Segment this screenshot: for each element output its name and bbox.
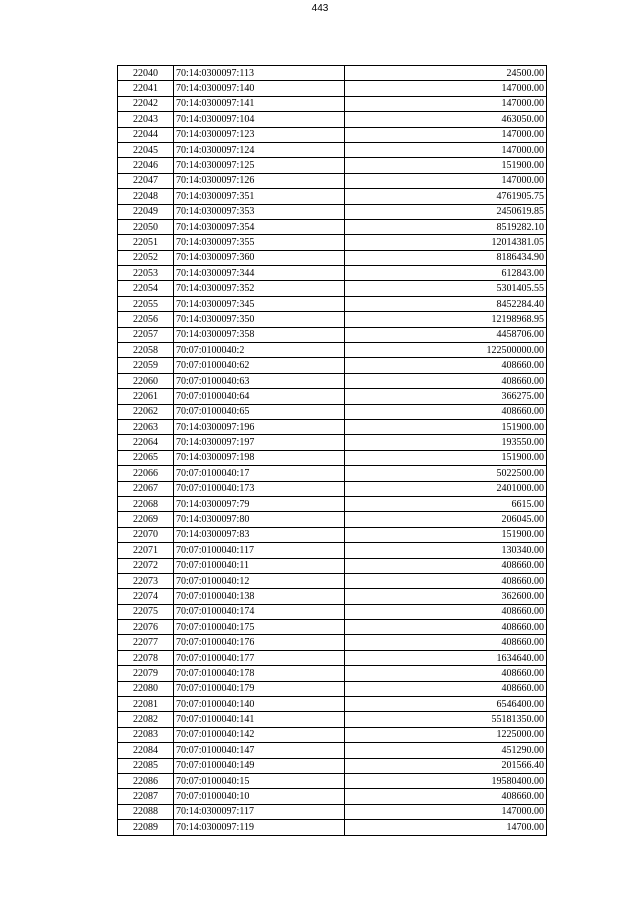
cadastral-number-cell: 70:07:0100040:64 bbox=[174, 389, 345, 404]
row-number-cell: 22080 bbox=[118, 681, 174, 696]
row-number-cell: 22045 bbox=[118, 142, 174, 157]
table-row bbox=[118, 666, 547, 681]
cadastral-number-cell: 70:07:0100040:147 bbox=[174, 743, 345, 758]
value-cell: 206045.00 bbox=[345, 512, 547, 527]
value-cell: 5301405.55 bbox=[345, 281, 547, 296]
cadastral-number-cell: 70:07:0100040:173 bbox=[174, 481, 345, 496]
row-number-cell: 22063 bbox=[118, 419, 174, 434]
row-number-cell: 22086 bbox=[118, 773, 174, 788]
cadastral-number-cell: 70:14:0300097:140 bbox=[174, 81, 345, 96]
value-cell: 8186434.90 bbox=[345, 250, 547, 265]
value-cell: 147000.00 bbox=[345, 173, 547, 188]
row-number-cell: 22043 bbox=[118, 112, 174, 127]
cadastral-number-cell: 70:14:0300097:198 bbox=[174, 450, 345, 465]
value-cell: 1225000.00 bbox=[345, 727, 547, 742]
value-cell: 130340.00 bbox=[345, 543, 547, 558]
cadastral-number-cell: 70:07:0100040:11 bbox=[174, 558, 345, 573]
row-number-cell: 22076 bbox=[118, 620, 174, 635]
table-row bbox=[118, 450, 547, 465]
cadastral-number-cell: 70:14:0300097:196 bbox=[174, 419, 345, 434]
table-row bbox=[118, 650, 547, 665]
value-cell: 2401000.00 bbox=[345, 481, 547, 496]
row-number-cell: 22078 bbox=[118, 650, 174, 665]
row-number-cell: 22066 bbox=[118, 466, 174, 481]
table-row bbox=[118, 773, 547, 788]
value-cell: 147000.00 bbox=[345, 142, 547, 157]
cadastral-number-cell: 70:07:0100040:10 bbox=[174, 789, 345, 804]
value-cell: 408660.00 bbox=[345, 604, 547, 619]
value-cell: 408660.00 bbox=[345, 681, 547, 696]
table-row bbox=[118, 697, 547, 712]
table-row bbox=[118, 142, 547, 157]
table-row bbox=[118, 419, 547, 434]
row-number-cell: 22062 bbox=[118, 404, 174, 419]
table-row bbox=[118, 66, 547, 81]
cadastral-number-cell: 70:14:0300097:344 bbox=[174, 266, 345, 281]
row-number-cell: 22079 bbox=[118, 666, 174, 681]
cadastral-number-cell: 70:14:0300097:350 bbox=[174, 312, 345, 327]
row-number-cell: 22044 bbox=[118, 127, 174, 142]
row-number-cell: 22046 bbox=[118, 158, 174, 173]
table-row bbox=[118, 219, 547, 234]
table-row bbox=[118, 727, 547, 742]
page-number: 443 bbox=[311, 3, 329, 14]
value-cell: 408660.00 bbox=[345, 573, 547, 588]
value-cell: 122500000.00 bbox=[345, 343, 547, 358]
value-cell: 5022500.00 bbox=[345, 466, 547, 481]
cadastral-number-cell: 70:14:0300097:360 bbox=[174, 250, 345, 265]
table-row bbox=[118, 635, 547, 650]
table-row bbox=[118, 435, 547, 450]
table-row bbox=[118, 620, 547, 635]
table-row bbox=[118, 789, 547, 804]
value-cell: 362600.00 bbox=[345, 589, 547, 604]
cadastral-number-cell: 70:14:0300097:354 bbox=[174, 219, 345, 234]
row-number-cell: 22077 bbox=[118, 635, 174, 650]
value-cell: 463050.00 bbox=[345, 112, 547, 127]
cadastral-number-cell: 70:14:0300097:113 bbox=[174, 66, 345, 81]
table-row bbox=[118, 235, 547, 250]
value-cell: 408660.00 bbox=[345, 635, 547, 650]
value-cell: 12198968.95 bbox=[345, 312, 547, 327]
cadastral-number-cell: 70:14:0300097:345 bbox=[174, 296, 345, 311]
value-cell: 4761905.75 bbox=[345, 189, 547, 204]
row-number-cell: 22060 bbox=[118, 373, 174, 388]
row-number-cell: 22054 bbox=[118, 281, 174, 296]
row-number-cell: 22074 bbox=[118, 589, 174, 604]
table-row bbox=[118, 758, 547, 773]
value-cell: 6546400.00 bbox=[345, 697, 547, 712]
value-cell: 147000.00 bbox=[345, 804, 547, 819]
row-number-cell: 22042 bbox=[118, 96, 174, 111]
row-number-cell: 22088 bbox=[118, 804, 174, 819]
value-cell: 151900.00 bbox=[345, 450, 547, 465]
table-row bbox=[118, 820, 547, 835]
table-row bbox=[118, 250, 547, 265]
row-number-cell: 22071 bbox=[118, 543, 174, 558]
table-row bbox=[118, 558, 547, 573]
cadastral-number-cell: 70:07:0100040:177 bbox=[174, 650, 345, 665]
row-number-cell: 22069 bbox=[118, 512, 174, 527]
value-cell: 151900.00 bbox=[345, 419, 547, 434]
row-number-cell: 22064 bbox=[118, 435, 174, 450]
value-cell: 8452284.40 bbox=[345, 296, 547, 311]
row-number-cell: 22083 bbox=[118, 727, 174, 742]
table-row bbox=[118, 543, 547, 558]
value-cell: 147000.00 bbox=[345, 127, 547, 142]
table-row bbox=[118, 404, 547, 419]
table-row bbox=[118, 81, 547, 96]
value-cell: 408660.00 bbox=[345, 620, 547, 635]
row-number-cell: 22081 bbox=[118, 697, 174, 712]
cadastral-number-cell: 70:07:0100040:138 bbox=[174, 589, 345, 604]
cadastral-value-table bbox=[117, 65, 547, 836]
table-row bbox=[118, 358, 547, 373]
row-number-cell: 22058 bbox=[118, 343, 174, 358]
table-row bbox=[118, 266, 547, 281]
value-cell: 19580400.00 bbox=[345, 773, 547, 788]
table-row bbox=[118, 127, 547, 142]
table-body bbox=[118, 66, 547, 836]
table-row bbox=[118, 173, 547, 188]
table-row bbox=[118, 327, 547, 342]
table-row bbox=[118, 343, 547, 358]
value-cell: 366275.00 bbox=[345, 389, 547, 404]
row-number-cell: 22061 bbox=[118, 389, 174, 404]
cadastral-number-cell: 70:07:0100040:175 bbox=[174, 620, 345, 635]
row-number-cell: 22087 bbox=[118, 789, 174, 804]
cadastral-number-cell: 70:07:0100040:140 bbox=[174, 697, 345, 712]
row-number-cell: 22048 bbox=[118, 189, 174, 204]
table-row bbox=[118, 158, 547, 173]
table-row bbox=[118, 281, 547, 296]
row-number-cell: 22089 bbox=[118, 820, 174, 835]
value-cell: 408660.00 bbox=[345, 789, 547, 804]
cadastral-number-cell: 70:14:0300097:125 bbox=[174, 158, 345, 173]
cadastral-number-cell: 70:07:0100040:149 bbox=[174, 758, 345, 773]
cadastral-number-cell: 70:07:0100040:62 bbox=[174, 358, 345, 373]
value-cell: 14700.00 bbox=[345, 820, 547, 835]
value-cell: 193550.00 bbox=[345, 435, 547, 450]
row-number-cell: 22051 bbox=[118, 235, 174, 250]
cadastral-number-cell: 70:14:0300097:353 bbox=[174, 204, 345, 219]
row-number-cell: 22065 bbox=[118, 450, 174, 465]
table-row bbox=[118, 496, 547, 511]
value-cell: 151900.00 bbox=[345, 158, 547, 173]
value-cell: 201566.40 bbox=[345, 758, 547, 773]
row-number-cell: 22041 bbox=[118, 81, 174, 96]
row-number-cell: 22084 bbox=[118, 743, 174, 758]
value-cell: 147000.00 bbox=[345, 96, 547, 111]
table-row bbox=[118, 681, 547, 696]
cadastral-number-cell: 70:14:0300097:83 bbox=[174, 527, 345, 542]
table-row bbox=[118, 204, 547, 219]
cadastral-number-cell: 70:07:0100040:15 bbox=[174, 773, 345, 788]
table-row bbox=[118, 573, 547, 588]
row-number-cell: 22056 bbox=[118, 312, 174, 327]
cadastral-number-cell: 70:14:0300097:80 bbox=[174, 512, 345, 527]
value-cell: 151900.00 bbox=[345, 527, 547, 542]
table-row bbox=[118, 96, 547, 111]
cadastral-number-cell: 70:07:0100040:141 bbox=[174, 712, 345, 727]
row-number-cell: 22085 bbox=[118, 758, 174, 773]
cadastral-number-cell: 70:14:0300097:352 bbox=[174, 281, 345, 296]
cadastral-number-cell: 70:07:0100040:178 bbox=[174, 666, 345, 681]
row-number-cell: 22055 bbox=[118, 296, 174, 311]
table-row bbox=[118, 466, 547, 481]
cadastral-number-cell: 70:07:0100040:2 bbox=[174, 343, 345, 358]
value-cell: 408660.00 bbox=[345, 558, 547, 573]
cadastral-number-cell: 70:07:0100040:142 bbox=[174, 727, 345, 742]
value-cell: 147000.00 bbox=[345, 81, 547, 96]
cadastral-number-cell: 70:07:0100040:12 bbox=[174, 573, 345, 588]
cadastral-number-cell: 70:14:0300097:197 bbox=[174, 435, 345, 450]
cadastral-number-cell: 70:14:0300097:117 bbox=[174, 804, 345, 819]
value-cell: 24500.00 bbox=[345, 66, 547, 81]
row-number-cell: 22053 bbox=[118, 266, 174, 281]
table-row bbox=[118, 589, 547, 604]
row-number-cell: 22047 bbox=[118, 173, 174, 188]
row-number-cell: 22057 bbox=[118, 327, 174, 342]
row-number-cell: 22068 bbox=[118, 496, 174, 511]
row-number-cell: 22073 bbox=[118, 573, 174, 588]
table-row bbox=[118, 481, 547, 496]
table-row bbox=[118, 189, 547, 204]
table-row bbox=[118, 527, 547, 542]
row-number-cell: 22052 bbox=[118, 250, 174, 265]
value-cell: 2450619.85 bbox=[345, 204, 547, 219]
cadastral-number-cell: 70:14:0300097:141 bbox=[174, 96, 345, 111]
value-cell: 6615.00 bbox=[345, 496, 547, 511]
cadastral-number-cell: 70:07:0100040:117 bbox=[174, 543, 345, 558]
value-cell: 408660.00 bbox=[345, 373, 547, 388]
cadastral-number-cell: 70:07:0100040:63 bbox=[174, 373, 345, 388]
table-row bbox=[118, 373, 547, 388]
value-cell: 408660.00 bbox=[345, 666, 547, 681]
value-cell: 55181350.00 bbox=[345, 712, 547, 727]
table-row bbox=[118, 512, 547, 527]
cadastral-number-cell: 70:14:0300097:351 bbox=[174, 189, 345, 204]
table-row bbox=[118, 112, 547, 127]
value-cell: 408660.00 bbox=[345, 358, 547, 373]
value-cell: 451290.00 bbox=[345, 743, 547, 758]
row-number-cell: 22072 bbox=[118, 558, 174, 573]
table-row bbox=[118, 743, 547, 758]
cadastral-number-cell: 70:07:0100040:65 bbox=[174, 404, 345, 419]
cadastral-number-cell: 70:07:0100040:179 bbox=[174, 681, 345, 696]
cadastral-number-cell: 70:14:0300097:104 bbox=[174, 112, 345, 127]
row-number-cell: 22040 bbox=[118, 66, 174, 81]
table-row bbox=[118, 389, 547, 404]
row-number-cell: 22050 bbox=[118, 219, 174, 234]
value-cell: 12014381.05 bbox=[345, 235, 547, 250]
value-cell: 4458706.00 bbox=[345, 327, 547, 342]
table-row bbox=[118, 804, 547, 819]
row-number-cell: 22070 bbox=[118, 527, 174, 542]
cadastral-number-cell: 70:14:0300097:358 bbox=[174, 327, 345, 342]
row-number-cell: 22067 bbox=[118, 481, 174, 496]
table-row bbox=[118, 296, 547, 311]
cadastral-number-cell: 70:14:0300097:119 bbox=[174, 820, 345, 835]
cadastral-number-cell: 70:14:0300097:124 bbox=[174, 142, 345, 157]
row-number-cell: 22059 bbox=[118, 358, 174, 373]
cadastral-number-cell: 70:14:0300097:126 bbox=[174, 173, 345, 188]
value-cell: 8519282.10 bbox=[345, 219, 547, 234]
cadastral-number-cell: 70:07:0100040:174 bbox=[174, 604, 345, 619]
value-cell: 1634640.00 bbox=[345, 650, 547, 665]
table-row bbox=[118, 712, 547, 727]
row-number-cell: 22082 bbox=[118, 712, 174, 727]
value-cell: 408660.00 bbox=[345, 404, 547, 419]
table-row bbox=[118, 604, 547, 619]
row-number-cell: 22075 bbox=[118, 604, 174, 619]
cadastral-number-cell: 70:07:0100040:17 bbox=[174, 466, 345, 481]
cadastral-number-cell: 70:14:0300097:79 bbox=[174, 496, 345, 511]
cadastral-number-cell: 70:14:0300097:123 bbox=[174, 127, 345, 142]
cadastral-number-cell: 70:14:0300097:355 bbox=[174, 235, 345, 250]
row-number-cell: 22049 bbox=[118, 204, 174, 219]
table-row bbox=[118, 312, 547, 327]
value-cell: 612843.00 bbox=[345, 266, 547, 281]
cadastral-number-cell: 70:07:0100040:176 bbox=[174, 635, 345, 650]
